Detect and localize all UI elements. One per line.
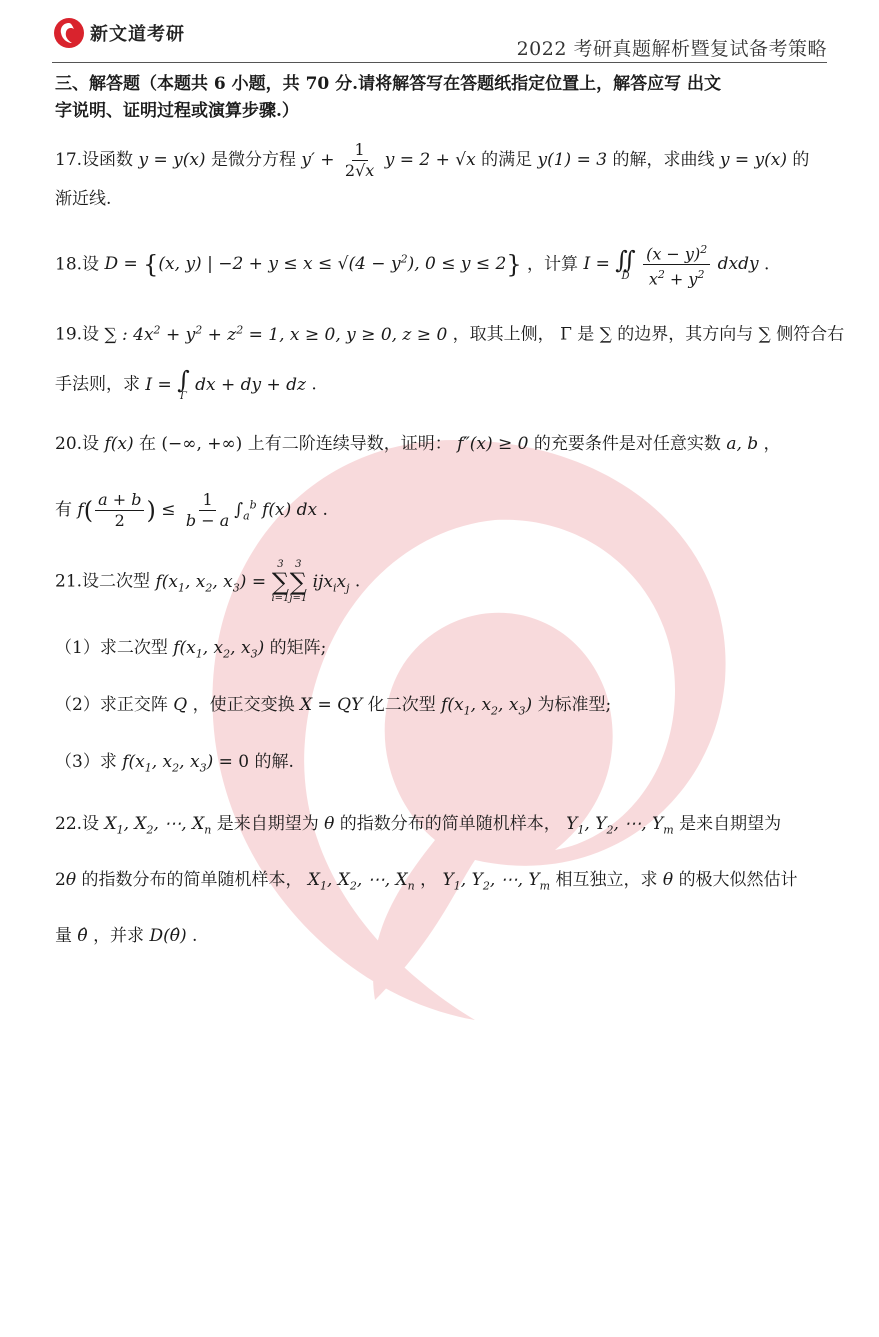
q21-p2-math-q: Q xyxy=(173,695,188,715)
q21-end: . xyxy=(354,571,361,592)
question-19 xyxy=(55,318,845,347)
q20-prefix: 20.设 xyxy=(55,434,100,454)
q20-math-ab: a, b xyxy=(726,434,759,454)
q17-line2: 渐近线. xyxy=(55,189,112,209)
q21-p1-math: $f(x_1$, $x_2$, $x_3$) xyxy=(173,638,265,661)
q21-part3 xyxy=(55,750,830,780)
section-title-line1: 三、解答题（本题共 6 小题，共 70 分.请将解答写在答题纸指定位置上，解答应写 出文 xyxy=(55,74,721,94)
brand-logo xyxy=(52,16,185,50)
q22-text1: 是来自期望为 xyxy=(216,814,319,834)
q19-line2-prefix: 手法则，求 xyxy=(55,374,140,395)
q17-math-func: y = y(x) xyxy=(138,150,206,170)
q17-text3: 的解，求曲线 xyxy=(612,150,715,170)
q20-text2: 上有二阶连续导数，证明： xyxy=(247,434,452,454)
q22-line3-prefix: 量 xyxy=(55,926,72,946)
q21-prefix: 21.设二次型 xyxy=(55,571,151,592)
q22-math-x-sample2: $X_1$, $X_2$, ⋯, $X_n$ xyxy=(307,870,415,893)
q22-line3-text1: ，并求 xyxy=(93,926,145,946)
q18-math-domain: D = {(x, y) | $-2 + y \le x \le √(4 - y^2)$, 0 ≤ y ≤ 2} xyxy=(104,250,522,279)
question-21 xyxy=(55,560,830,604)
q22-prefix: 22.设 xyxy=(55,814,100,834)
q21-p1-prefix: （1）求二次型 xyxy=(55,638,168,658)
q22-math-theta: θ xyxy=(324,814,335,834)
q22-end: . xyxy=(192,926,198,946)
q17-math-ode: y′ + $\frac{1}{2√x}$ y = 2 + √x xyxy=(301,140,476,180)
q21-part1 xyxy=(55,636,830,666)
q20-math-inequality: f( $\frac{a + b}{2}$ ) ≤ $\frac{1}{b - a}$ $\int_a^b$ f(x) dx xyxy=(77,490,318,530)
q20-math-condition: f″(x) ≥ 0 xyxy=(457,434,529,454)
q19-math-surface: ∑ : $4x^2 + y^2 + z^2 = 1$, x ≥ 0, y ≥ 0, z ≥ 0 xyxy=(104,323,448,345)
q22-text2: 的指数分布的简单随机样本， xyxy=(339,814,561,834)
q20-text3: 的充要条件是对任意实数 xyxy=(533,434,721,454)
q21-p3-end: 的解. xyxy=(254,752,294,772)
q21-p2-end: 为标准型; xyxy=(537,695,612,715)
q19-text2: 是 xyxy=(577,324,595,345)
q20-line2-prefix: 有 xyxy=(55,500,72,520)
q19-end: . xyxy=(311,374,317,395)
q21-part2 xyxy=(55,693,830,723)
q17-text2: 的满足 xyxy=(481,150,533,170)
q21-p2-math-form: $f(x_1$, $x_2$, $x_3$) xyxy=(441,695,533,718)
q22-line2-text4: 的极大似然估计 xyxy=(678,870,798,890)
q19-math-integral: I = ∫ Γ dx + dy + dz xyxy=(145,366,307,402)
q18-prefix: 18.设 xyxy=(55,254,100,275)
q20-math-f: f(x) xyxy=(104,434,134,454)
q19-text4: 侧符合右 xyxy=(776,324,845,345)
q22-math-x-sample: $X_1$, $X_2$, ⋯, $X_n$ xyxy=(104,814,212,837)
question-22 xyxy=(55,812,830,842)
q22-line2-text3: 相互独立，求 xyxy=(555,870,658,890)
q22-line3 xyxy=(55,924,830,948)
q21-p2-text2: 化二次型 xyxy=(367,695,436,715)
q21-p2-math-transform: X = QY xyxy=(299,695,363,715)
q20-text4: ， xyxy=(763,434,781,454)
q21-math-form: $f(x_1$, $x_2$, $x_3$) = 3 ∑ i=1 3 ∑ j=1 $ijx_ix_j$ xyxy=(155,559,350,604)
q21-p2-prefix: （2）求正交阵 xyxy=(55,695,168,715)
q20-text1: 在 xyxy=(139,434,157,454)
page-header xyxy=(52,12,827,63)
q19-math-sigma: ∑ xyxy=(599,324,612,345)
q20-line2 xyxy=(55,490,830,531)
q19-text1: ，取其上侧， xyxy=(452,324,555,345)
q22-math-2theta: 2θ xyxy=(55,870,77,890)
q17-prefix: 17.设函数 xyxy=(55,150,134,170)
q21-p3-prefix: （3）求 xyxy=(55,752,117,772)
brand-name: 新文道考研 xyxy=(90,24,185,45)
q22-text3: 是来自期望为 xyxy=(679,814,782,834)
q18-text1: ，计算 xyxy=(527,254,579,275)
q22-line2 xyxy=(55,868,830,898)
q22-math-y-sample2: $Y_1$, $Y_2$, ⋯, $Y_m$ xyxy=(442,870,551,893)
question-18 xyxy=(55,240,830,290)
q22-line2-text1: 的指数分布的简单随机样本， xyxy=(81,870,303,890)
q19-text3: 的边界，其方向与 xyxy=(617,324,754,345)
q21-p1-end: 的矩阵; xyxy=(269,638,327,658)
question-20 xyxy=(55,432,830,456)
q22-math-theta-hat: θ̂ xyxy=(77,926,88,946)
q20-math-interval: (−∞, +∞) xyxy=(161,434,243,454)
phoenix-logo-icon xyxy=(52,16,86,50)
q19-line2 xyxy=(55,368,830,402)
q17-math-curve: y = y(x) xyxy=(719,150,787,170)
q17-text1: 是微分方程 xyxy=(210,150,296,170)
q19-math-sigma2: ∑ xyxy=(758,324,771,345)
q21-p2-text1: ，使正交变换 xyxy=(192,695,295,715)
q18-end: . xyxy=(763,254,770,275)
q19-prefix: 19.设 xyxy=(55,324,100,345)
q21-p3-math: $f(x_1$, $x_2$, $x_3) = 0$ xyxy=(122,752,250,775)
header-title: 2022 考研真题解析暨复试备考策略 xyxy=(516,38,827,60)
q20-end: . xyxy=(322,500,328,520)
q19-math-gamma: Γ xyxy=(560,324,572,345)
q22-math-y-sample: $Y_1$, $Y_2$, ⋯, $Y_m$ xyxy=(566,814,674,837)
q22-math-theta2: θ xyxy=(662,870,674,890)
q17-text4: 的 xyxy=(792,150,810,170)
q22-math-variance: D(θ̂) xyxy=(149,926,187,946)
q18-math-integral: I = ∬ D $\frac{(x - y)^2}{x^2 + y^2}$ dxdy xyxy=(583,254,758,274)
q22-line2-text2: ， xyxy=(420,870,438,890)
q17-math-cond: y(1) = 3 xyxy=(537,150,608,170)
section-title-line2: 字说明、证明过程或演算步骤.） xyxy=(55,101,299,121)
question-17 xyxy=(55,140,830,181)
